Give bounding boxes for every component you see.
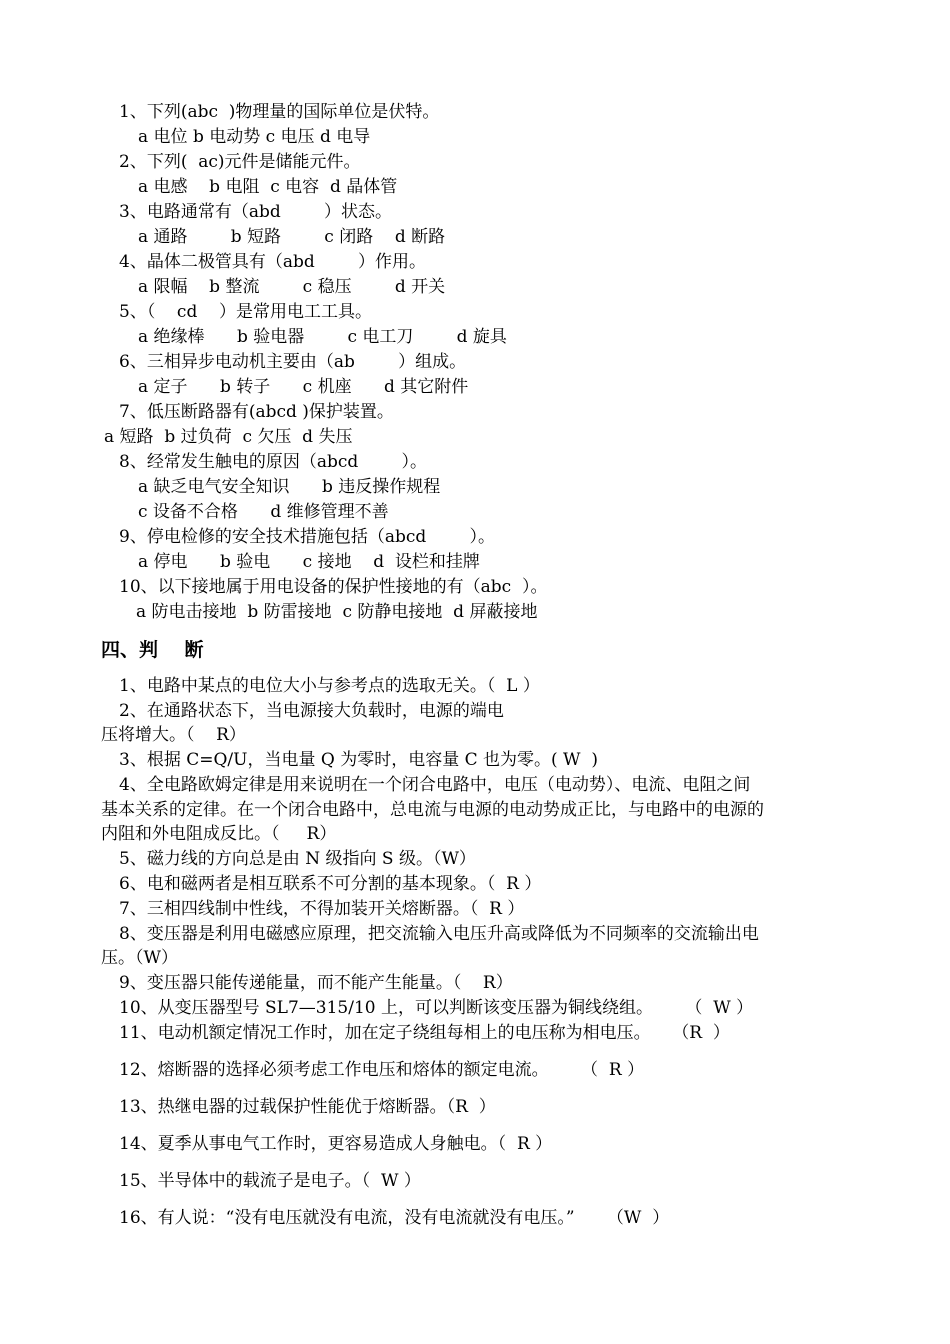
- question-1: 1、下列(abc )物理量的国际单位是伏特。: [119, 102, 440, 122]
- question-6-options: a 定子 b 转子 c 机座 d 其它附件: [138, 377, 469, 397]
- question-8: 8、经常发生触电的原因（abcd ）。: [119, 452, 427, 472]
- question-2: 2、下列( ac)元件是储能元件。: [119, 152, 361, 172]
- question-7: 7、低压断路器有(abcd )保护装置。: [119, 402, 394, 422]
- judgment-7: 7、三相四线制中性线，不得加装开关熔断器。（ R ）: [119, 899, 525, 919]
- question-1-options: a 电位 b 电动势 c 电压 d 电导: [138, 127, 371, 147]
- judgment-11: 11、电动机额定情况工作时，加在定子绕组每相上的电压称为相电压。 （R ）: [119, 1023, 730, 1043]
- judgment-6: 6、电和磁两者是相互联系不可分割的基本现象。（ R ）: [119, 874, 542, 894]
- question-9-options: a 停电 b 验电 c 接地 d 设栏和挂牌: [138, 552, 480, 572]
- judgment-16: 16、有人说：“没有电压就没有电流，没有电流就没有电压。” （W ）: [119, 1208, 670, 1228]
- question-3-options: a 通路 b 短路 c 闭路 d 断路: [138, 227, 446, 247]
- judgment-12: 12、熔断器的选择必须考虑工作电压和熔体的额定电流。 （ R ）: [119, 1060, 645, 1080]
- question-8-options-b: c 设备不合格 d 维修管理不善: [138, 502, 389, 522]
- question-10: 10、以下接地属于用电设备的保护性接地的有（abc ）。: [119, 577, 548, 597]
- judgment-2-line-2: 压将增大。（ R）: [101, 725, 246, 745]
- judgment-1: 1、电路中某点的电位大小与参考点的选取无关。（ L ）: [119, 676, 540, 696]
- judgment-4-line-3: 内阻和外电阻成反比。（ R）: [101, 824, 337, 844]
- judgment-5: 5、磁力线的方向总是由 N 级指向 S 级。（W）: [119, 849, 476, 869]
- section-heading: 四、判 断: [101, 639, 204, 661]
- question-6: 6、三相异步电动机主要由（ab ）组成。: [119, 352, 467, 372]
- question-10-options: a 防电击接地 b 防雷接地 c 防静电接地 d 屏蔽接地: [136, 602, 538, 622]
- judgment-15: 15、半导体中的载流子是电子。（ W ）: [119, 1171, 421, 1191]
- judgment-14: 14、夏季从事电气工作时，更容易造成人身触电。（ R ）: [119, 1134, 553, 1154]
- judgment-8-line-2: 压。（W）: [101, 948, 178, 968]
- judgment-9: 9、变压器只能传递能量，而不能产生能量。（ R）: [119, 973, 513, 993]
- question-5: 5、（ cd ）是常用电工工具。: [119, 302, 372, 322]
- question-4: 4、晶体二极管具有（abd ）作用。: [119, 252, 426, 272]
- judgment-13: 13、热继电器的过载保护性能优于熔断器。（R ）: [119, 1097, 496, 1117]
- question-9: 9、停电检修的安全技术措施包括（abcd ）。: [119, 527, 495, 547]
- question-2-options: a 电感 b 电阻 c 电容 d 晶体管: [138, 177, 398, 197]
- judgment-10: 10、从变压器型号 SL7—315/10 上，可以判断该变压器为铜线绕组。 （ W ）: [119, 998, 754, 1018]
- judgment-2-line-1: 2、在通路状态下，当电源接大负载时，电源的端电: [119, 701, 504, 721]
- judgment-4-line-2: 基本关系的定律。在一个闭合电路中，总电流与电源的电动势成正比，与电路中的电源的: [101, 800, 764, 820]
- question-5-options: a 绝缘棒 b 验电器 c 电工刀 d 旋具: [138, 327, 507, 347]
- question-3: 3、电路通常有（abd ）状态。: [119, 202, 392, 222]
- question-4-options: a 限幅 b 整流 c 稳压 d 开关: [138, 277, 446, 297]
- judgment-4-line-1: 4、全电路欧姆定律是用来说明在一个闭合电路中，电压（电动势）、电流、电阻之间: [119, 775, 751, 795]
- question-8-options-a: a 缺乏电气安全知识 b 违反操作规程: [138, 477, 441, 497]
- judgment-3: 3、根据 C=Q/U，当电量 Q 为零时，电容量 C 也为零。( W ): [119, 750, 598, 770]
- judgment-8-line-1: 8、变压器是利用电磁感应原理，把交流输入电压升高或降低为不同频率的交流输出电: [119, 924, 759, 944]
- question-7-options: a 短路 b 过负荷 c 欠压 d 失压: [104, 427, 353, 447]
